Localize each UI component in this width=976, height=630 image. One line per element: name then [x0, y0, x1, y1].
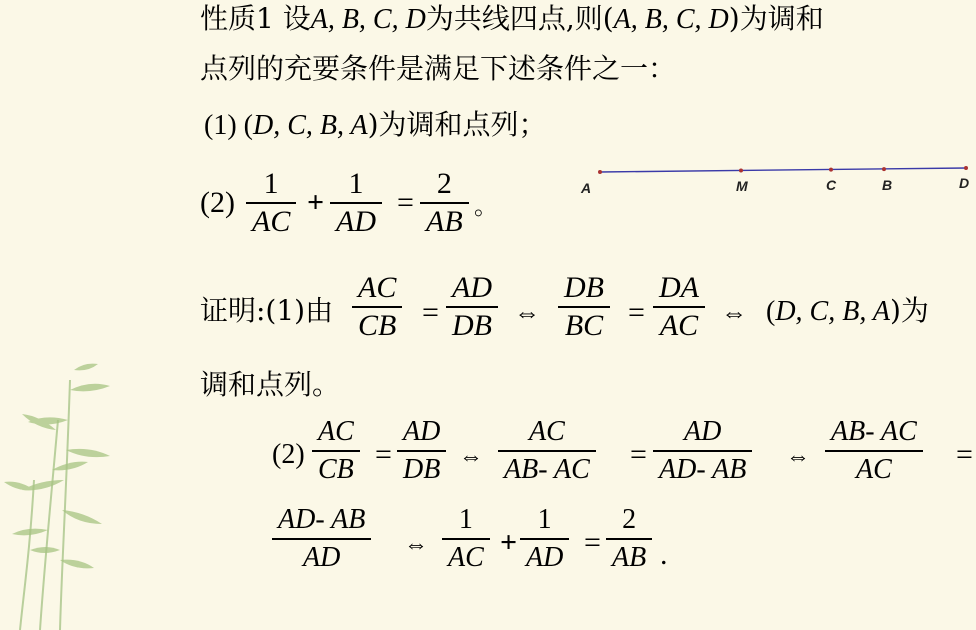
numerator: 1 [537, 504, 552, 535]
equals-sign: = [628, 296, 645, 329]
fraction-ad-over-db [446, 270, 498, 344]
fraction-ad-over-ad-minus-ab [653, 414, 752, 488]
numerator: AB- AC [831, 416, 917, 447]
line-segment [600, 168, 967, 172]
denominator: AD [303, 542, 341, 573]
iff-arrow: ⇔ [404, 532, 428, 558]
fraction-ab-minus-ac-over-ac [825, 414, 923, 488]
fraction-db-over-bc [558, 270, 610, 344]
numerator: 2 [436, 167, 452, 200]
numerator: DA [659, 271, 699, 304]
iff-arrow: ⇔ [459, 444, 483, 470]
denominator: AD- AB [659, 454, 747, 485]
property-label: 性质1 设 [200, 2, 311, 35]
fraction-ad-minus-ab-over-ad [272, 502, 371, 576]
point-a-dot [598, 170, 602, 174]
point-b-dot [882, 167, 886, 171]
numerator: 1 [458, 504, 473, 535]
fraction-1-over-ac [442, 502, 490, 576]
numerator: AC [358, 271, 397, 304]
denominator: AC [659, 309, 699, 342]
point-d-dot [964, 166, 968, 170]
fraction-1-over-ad [520, 502, 569, 576]
numerator: 1 [263, 167, 279, 200]
denominator: AC [252, 205, 291, 238]
fraction-ac-over-ab-minus-ac [498, 414, 596, 488]
denominator: AB [426, 205, 463, 238]
denominator: DB [403, 454, 441, 485]
property-statement-line1 [200, 2, 824, 37]
iff-arrow: ⇔ [514, 298, 540, 327]
numerator: 1 [348, 167, 364, 200]
point-list: D, C, B, A [775, 296, 890, 327]
numerator: AD [684, 416, 722, 447]
paren: ( [766, 296, 776, 327]
point-m-dot [739, 169, 743, 173]
property-text: )为调和 [728, 2, 824, 35]
property-statement-line2: 点列的充要条件是满足下述条件之一： [200, 52, 677, 85]
equals-sign: = [422, 296, 439, 329]
proof-2-label: (2) [272, 439, 305, 470]
iff-arrow: ⇔ [786, 444, 810, 470]
numerator: 2 [622, 504, 637, 535]
collinear-points-diagram [575, 160, 975, 200]
condition-text: )为调和点列； [367, 108, 547, 141]
numerator: AD [403, 416, 441, 447]
fraction-ac-over-cb [352, 270, 402, 344]
condition-1 [204, 108, 547, 143]
point-label-a: A [581, 180, 592, 196]
fraction-1-over-ad [330, 166, 382, 240]
condition-number: (1) ( [204, 110, 253, 141]
denominator: AB- AC [504, 454, 590, 485]
equals-sign: = [584, 526, 601, 559]
denominator: DB [452, 309, 492, 342]
fraction-2-over-ab [420, 166, 469, 240]
period: . [660, 538, 668, 571]
denominator: BC [564, 309, 604, 342]
proof-1-label: 证明:(1)由 [200, 294, 334, 327]
numerator: AC [318, 416, 354, 447]
condition-2-number: (2) [200, 186, 235, 219]
denominator: AB [612, 542, 647, 573]
point-list: A, B, C, D [613, 4, 729, 35]
equals-sign: = [956, 438, 973, 471]
point-label-c: C [826, 177, 837, 193]
numerator: AD- AB [278, 504, 366, 535]
fraction-1-over-ac [246, 166, 296, 240]
denominator: AD [336, 205, 376, 238]
bamboo-decoration [0, 360, 200, 630]
fraction-ac-over-cb [312, 414, 360, 488]
plus-sign: + [307, 186, 325, 219]
property-text: 为共线四点,则( [425, 2, 614, 35]
period: 。 [474, 194, 498, 220]
fraction-ad-over-db [397, 414, 446, 488]
proof-text: )为 [889, 294, 929, 327]
iff-arrow: ⇔ [721, 298, 747, 327]
equals-sign: = [630, 438, 647, 471]
fraction-2-over-ab [606, 502, 652, 576]
denominator: AC [856, 454, 892, 485]
proof-1-tail [766, 294, 929, 329]
point-c-dot [829, 168, 833, 172]
point-list: A, B, C, D [310, 4, 426, 35]
point-label-d: D [959, 175, 970, 191]
plus-sign: + [500, 526, 518, 559]
point-list: D, C, B, A [252, 110, 368, 141]
proof-1-conclusion: 调和点列。 [200, 368, 341, 401]
numerator: AC [529, 416, 565, 447]
point-label-b: B [882, 177, 893, 193]
point-label-m: M [736, 178, 748, 194]
denominator: CB [318, 454, 354, 485]
numerator: AD [452, 271, 492, 304]
equals-sign: = [375, 438, 392, 471]
fraction-da-over-ac [653, 270, 705, 344]
numerator: DB [564, 271, 604, 304]
denominator: CB [358, 309, 397, 342]
equals-sign: = [397, 186, 414, 219]
denominator: AC [448, 542, 484, 573]
denominator: AD [526, 542, 564, 573]
